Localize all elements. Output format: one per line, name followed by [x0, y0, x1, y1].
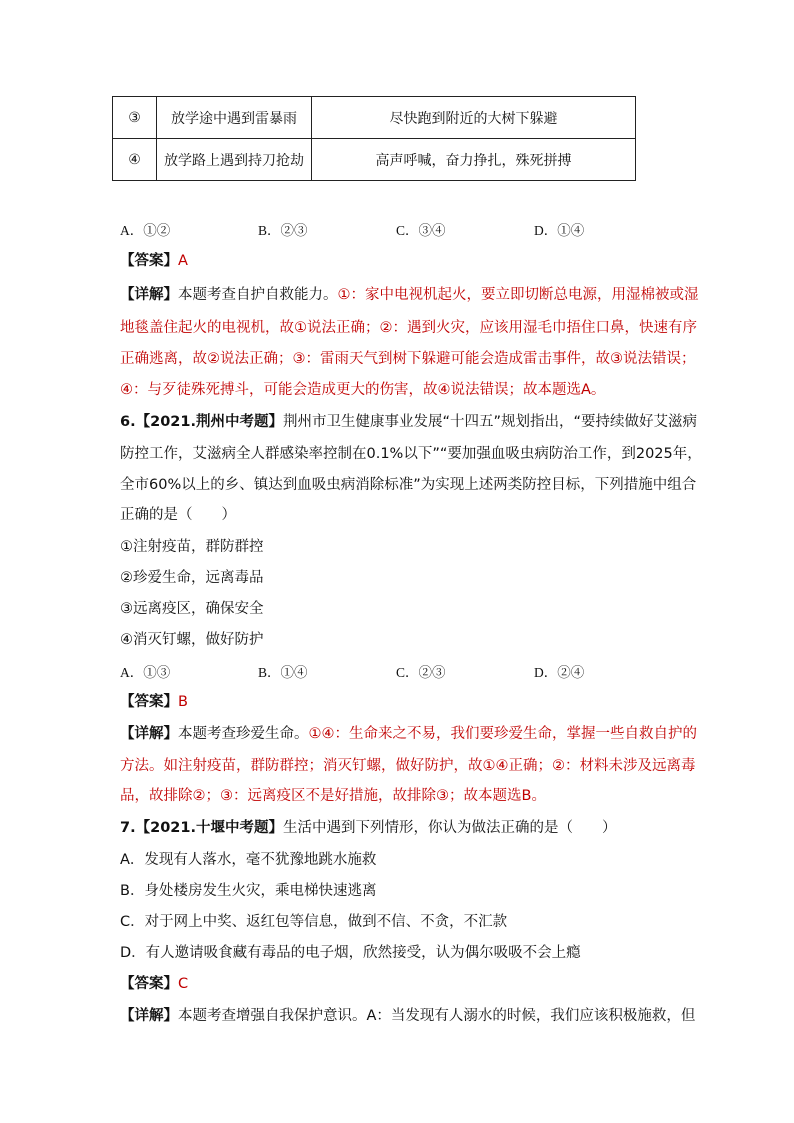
q5-detail-line2: 地毯盖住起火的电视机，故①说法正确；②：遇到火灾，应该用湿毛巾捂住口鼻，快速有序 [120, 320, 697, 336]
row-number: ③ [113, 97, 157, 139]
q6-detail-line1: 【详解】本题考查珍爱生命。①④：生命来之不易，我们要珍爱生命，掌握一些自救自护的 [120, 726, 697, 742]
q6-item-3: ③远离疫区，确保安全 [120, 601, 264, 617]
q7-stem: 7.【2021.十堰中考题】生活中遇到下列情形，你认为做法正确的是（ ） [120, 820, 617, 836]
q7-option-a: A．发现有人落水，毫不犹豫地跳水施救 [120, 852, 377, 868]
q5-option-b: B．②③ [258, 223, 308, 238]
q6-option-a: A．①③ [120, 665, 171, 680]
q6-item-2: ②珍爱生命，远离毒品 [120, 570, 264, 586]
row-number: ④ [113, 139, 157, 181]
q6-option-c: C．②③ [396, 665, 446, 680]
q6-item-1: ①注射疫苗，群防群控 [120, 539, 264, 555]
table-row [113, 139, 636, 181]
q6-option-b: B．①④ [258, 665, 308, 680]
q6-detail-line2: 方法。如注射疫苗，群防群控；消灭钉螺，做好防护，故①④正确；②：材料未涉及远离毒 [120, 758, 696, 774]
q6-stem-line4: 正确的是（ ） [120, 507, 236, 523]
row-action: 高声呼喊，奋力挣扎，殊死拼搏 [312, 139, 636, 181]
q7-detail-line1: 【详解】本题考查增强自我保护意识。A：当发现有人溺水的时候，我们应该积极施救，但 [120, 1008, 696, 1024]
q5-detail-line1: 【详解】本题考查自护自救能力。①：家中电视机起火，要立即切断总电源，用湿棉被或湿 [120, 287, 699, 303]
q6-stem-line2: 防控工作，艾滋病全人群感染率控制在0.1%以下”“要加强血吸虫病防治工作，到2025年， [120, 446, 702, 462]
q5-option-d: D．①④ [534, 223, 585, 238]
row-action: 尽快跑到附近的大树下躲避 [312, 97, 636, 139]
table-row [113, 97, 636, 139]
q5-option-c: C．③④ [396, 223, 446, 238]
q6-item-4: ④消灭钉螺，做好防护 [120, 632, 264, 648]
q5-detail-line4: ④：与歹徒殊死搏斗，可能会造成更大的伤害，故④说法错误；故本题选A。 [120, 382, 606, 398]
q6-answer: 【答案】B [120, 694, 188, 710]
q7-option-d: D．有人邀请吸食藏有毒品的电子烟，欣然接受，认为偶尔吸吸不会上瘾 [120, 945, 581, 961]
row-situation: 放学途中遇到雷暴雨 [157, 97, 312, 139]
q7-option-c: C．对于网上中奖、返红包等信息，做到不信、不贪，不汇款 [120, 914, 508, 930]
q6-stem-line3: 全市60%以上的乡、镇达到血吸虫病消除标准”为实现上述两类防控目标，下列措施中组合 [120, 477, 697, 493]
q6-detail-line3: 品，故排除②；③：远离疫区不是好措施，故排除③；故本题选B。 [120, 788, 546, 804]
q5-option-a: A．①② [120, 223, 171, 238]
q7-answer: 【答案】C [120, 976, 189, 992]
q6-option-d: D．②④ [534, 665, 585, 680]
q7-option-b: B．身处楼房发生火灾，乘电梯快速逃离 [120, 883, 377, 899]
q5-answer: 【答案】A [120, 253, 188, 269]
row-situation: 放学路上遇到持刀抢劫 [157, 139, 312, 181]
q5-detail-line3: 正确逃离，故②说法正确；③：雷雨天气到树下躲避可能会造成雷击事件，故③说法错误； [120, 351, 696, 367]
situation-table [112, 96, 636, 181]
q6-stem-line1: 6.【2021.荆州中考题】荆州市卫生健康事业发展“十四五”规划指出，“要持续做好艾滋病 [120, 414, 698, 430]
